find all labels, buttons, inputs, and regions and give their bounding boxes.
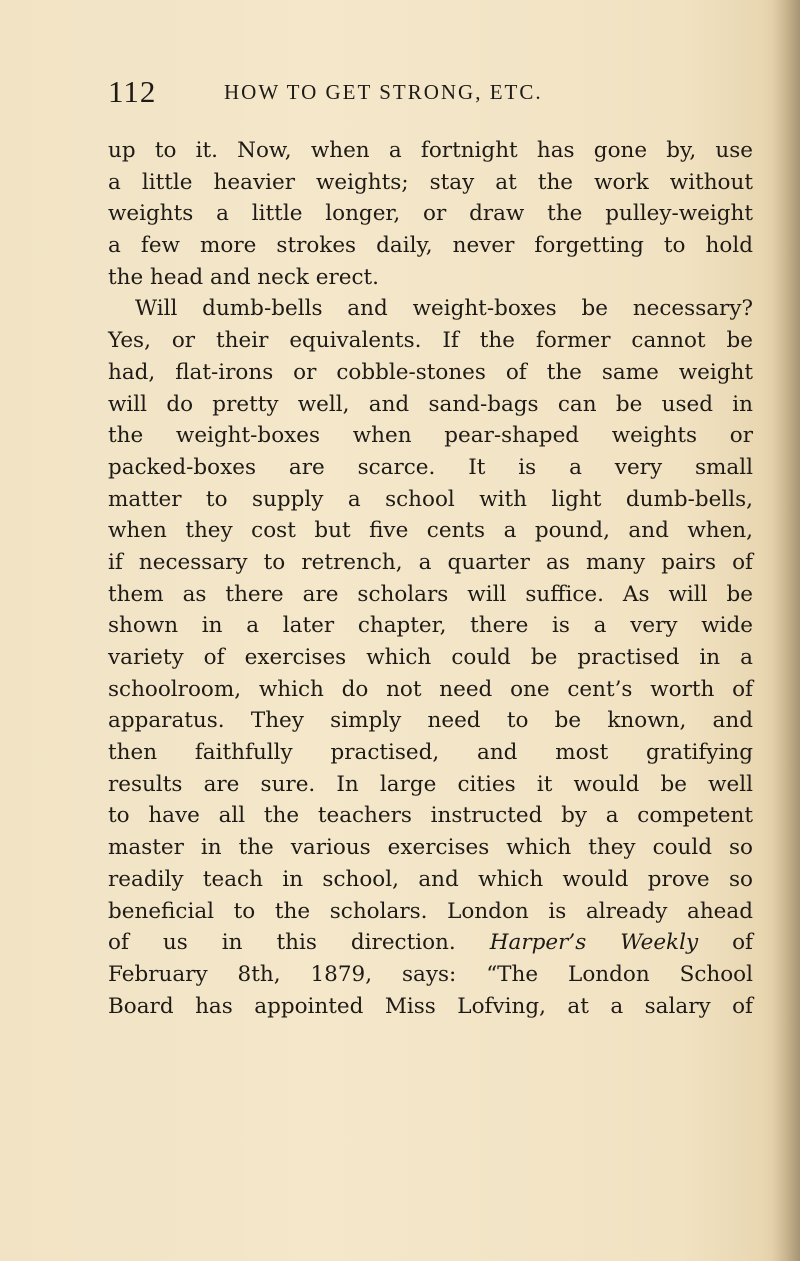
text-line: then faithfully practised, and most gratifying (108, 740, 753, 766)
text-line: them as there are scholars will suffice. As will be (108, 581, 753, 607)
text-line: had, flat-irons or cobble-stones of the same weight (108, 359, 753, 385)
page-number: 112 (108, 74, 157, 109)
text-line: packed-boxes are scarce. It is a very small (108, 454, 753, 480)
page-header (108, 74, 748, 114)
text-line: beneficial to the scholars. London is already ahead (108, 898, 753, 924)
text-line: a little heavier weights; stay at the work without (108, 169, 753, 195)
text-line: February 8th, 1879, says: “The London School (108, 961, 753, 987)
page-edge-shadow (772, 0, 800, 1261)
text-line: a few more strokes daily, never forgetting to hold (108, 233, 753, 259)
text-line: Yes, or their equivalents. If the former cannot be (108, 328, 753, 354)
text-line: up to it. Now, when a fortnight has gone by, use (108, 138, 753, 163)
text-line: to have all the teachers instructed by a competent (108, 803, 753, 829)
text-line-with-citation (108, 927, 753, 959)
body-text (108, 135, 753, 1022)
text-line: Board has appointed Miss Lofving, at a salary of (108, 993, 753, 1019)
text-line: matter to supply a school with light dumb-bells, (108, 486, 753, 512)
text-line: readily teach in school, and which would prove so (108, 866, 753, 892)
text-line: schoolroom, which do not need one cent’s worth of (108, 676, 753, 702)
line-segment: of (732, 930, 754, 956)
publication-title: Harper’s Weekly (489, 930, 699, 956)
paragraph-end-line: the head and neck erect. (108, 264, 380, 290)
text-line: shown in a later chapter, there is a very wide (108, 613, 753, 639)
text-line: the weight-boxes when pear-shaped weights or (108, 423, 753, 449)
text-line: master in the various exercises which they could so (108, 835, 753, 861)
text-line: weights a little longer, or draw the pulley-weight (108, 201, 753, 227)
text-line: when they cost but five cents a pound, and when, (108, 518, 753, 544)
text-line: if necessary to retrench, a quarter as many pairs of (108, 549, 753, 575)
text-line: variety of exercises which could be practised in a (108, 645, 753, 670)
text-line: results are sure. In large cities it would be well (108, 771, 753, 797)
text-line: apparatus. They simply need to be known, and (108, 708, 753, 734)
running-head: HOW TO GET STRONG, ETC. (224, 80, 543, 104)
line-segment: of us in this direction. (108, 930, 456, 956)
text-line: will do pretty well, and sand-bags can be used in (108, 391, 753, 417)
paragraph-start-line: Will dumb-bells and weight-boxes be necessary? (135, 296, 753, 322)
